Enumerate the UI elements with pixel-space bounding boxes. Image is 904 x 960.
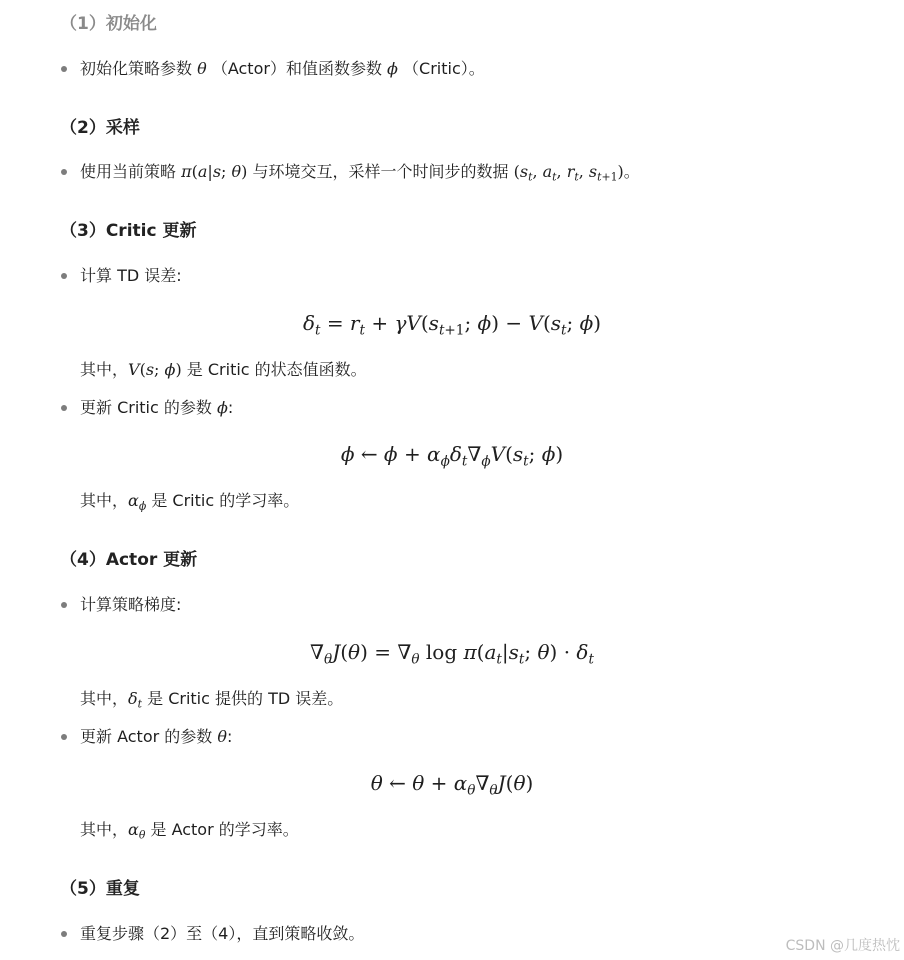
note-critic-lr bbox=[80, 491, 299, 511]
math-theta: θ bbox=[197, 59, 207, 78]
math-alpha-phi: $\alpha_\phi$ bbox=[128, 491, 147, 513]
note-actor-lr bbox=[80, 820, 299, 840]
equation-critic-update: ϕ ← $\phi + \alpha_\phi\delta_t\nabla_\phi V(s_t$; ϕ) bbox=[340, 442, 564, 470]
bullet-update-actor bbox=[80, 727, 232, 747]
text: （Actor）和值函数参数 bbox=[211, 59, 382, 78]
text: （Critic）。 bbox=[403, 59, 485, 78]
text: 是 Actor 的学习率。 bbox=[150, 820, 299, 839]
note-value-function bbox=[80, 360, 367, 380]
section-5-heading: （5）重复 bbox=[60, 879, 140, 899]
text: 其中， bbox=[80, 820, 129, 839]
watermark: CSDN @几度热忱 bbox=[785, 938, 900, 954]
section-3-heading: （3）Critic 更新 bbox=[60, 221, 197, 241]
math-value-fn: V(s; ϕ) bbox=[128, 360, 182, 379]
text: 其中， bbox=[80, 360, 129, 379]
text: 使用当前策略 bbox=[80, 162, 177, 181]
text: : bbox=[227, 398, 234, 417]
math-phi: ϕ bbox=[216, 398, 228, 417]
bullet-policy-gradient: 计算策略梯度: bbox=[80, 595, 182, 614]
equation-actor-update: θ ← $\theta + \alpha_\theta\nabla_\theta J(\theta)$ bbox=[370, 771, 534, 799]
math-delta-t: $\delta_t$ bbox=[128, 689, 143, 711]
math-policy: π(a|s; θ) bbox=[181, 162, 248, 181]
section-4-heading: （4）Actor 更新 bbox=[60, 550, 198, 570]
text: 是 Critic 的学习率。 bbox=[151, 491, 300, 510]
bullet-update-critic bbox=[80, 398, 233, 418]
text: 更新 Critic 的参数 bbox=[80, 398, 212, 417]
section-1-heading: （1）初始化 bbox=[60, 14, 157, 34]
text: 与环境交互，采样一个时间步的数据 bbox=[252, 162, 509, 181]
bullet-repeat: 重复步骤（2）至（4），直到策略收敛。 bbox=[80, 924, 365, 943]
bullet-init-params bbox=[80, 59, 485, 79]
text: 初始化策略参数 bbox=[80, 59, 193, 78]
text: 更新 Actor 的参数 bbox=[80, 727, 213, 746]
equation-policy-gradient: $\nabla_\theta J(\theta) = \nabla_\theta$ $\log \pi(a_t|s_t$; $\theta) \cdot \delta_t$ bbox=[310, 640, 594, 668]
text: 其中， bbox=[80, 491, 129, 510]
math-transition-tuple: ($s_t$, $a_t$, $r_t$, $s_{t+1}$) bbox=[513, 162, 624, 184]
bullet-sampling bbox=[80, 162, 640, 182]
text: 是 Critic 的状态值函数。 bbox=[186, 360, 367, 379]
bullet-td-error: 计算 TD 误差: bbox=[80, 266, 182, 285]
note-td-error bbox=[80, 689, 343, 709]
math-alpha-theta: $\alpha_\theta$ bbox=[128, 820, 146, 842]
text: 其中， bbox=[80, 689, 129, 708]
equation-td-error: $\delta_t = r_t + \gamma V(s_{t+1}$; $\phi) - V(s_t$; ϕ) bbox=[302, 311, 602, 339]
text: 是 Critic 提供的 TD 误差。 bbox=[147, 689, 344, 708]
section-2-heading: （2）采样 bbox=[60, 118, 140, 138]
text: 。 bbox=[623, 162, 640, 181]
math-phi: ϕ bbox=[387, 59, 398, 78]
text: : bbox=[227, 727, 233, 746]
math-theta: θ bbox=[217, 727, 228, 746]
